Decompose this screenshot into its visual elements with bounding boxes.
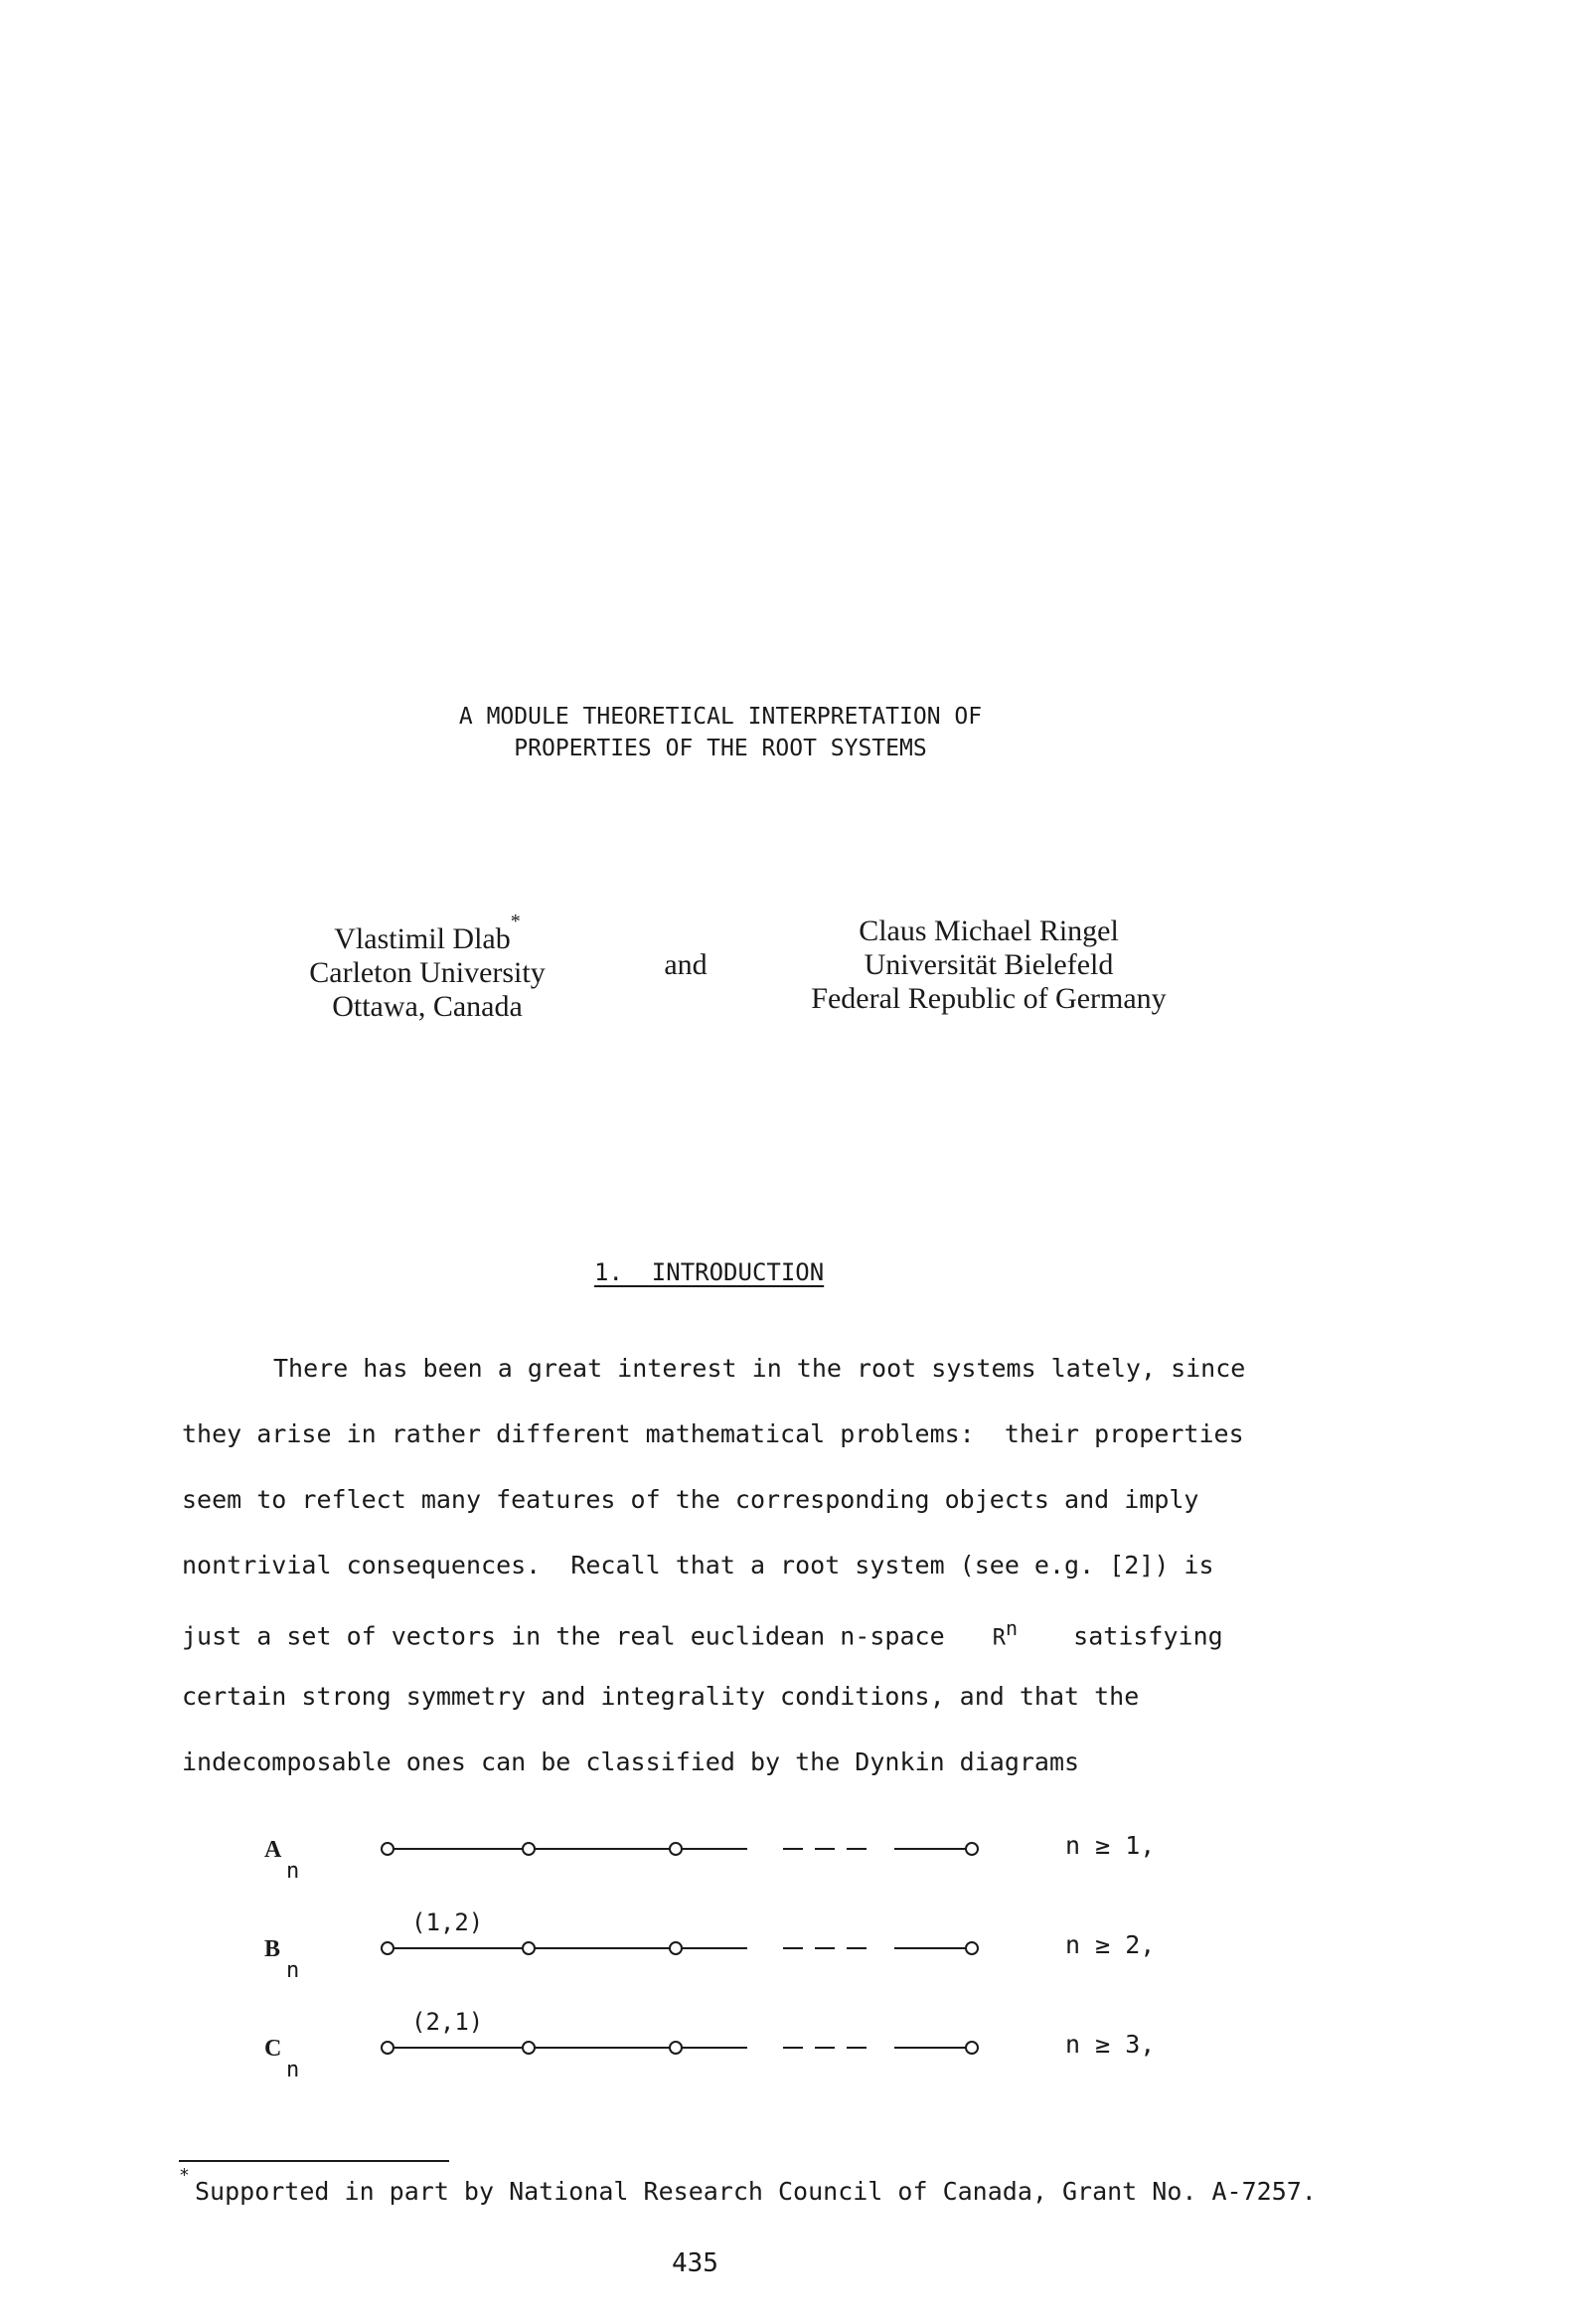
paragraph-line-5-tail: satisfying <box>1073 1621 1223 1651</box>
diagram-a-condition: n ≥ 1, <box>1065 1831 1156 1860</box>
paragraph-line-3: seem to reflect many features of the corresponding objects and imply <box>182 1485 1199 1514</box>
paragraph-line-6: certain strong symmetry and integrality conditions, and that the <box>182 1682 1140 1711</box>
paragraph-line-1: There has been a great interest in the root systems lately, since <box>273 1354 1246 1383</box>
diagram-a-node-2 <box>523 1843 535 1855</box>
diagram-c-condition: n ≥ 3, <box>1065 2030 1156 2059</box>
section-heading: 1. INTRODUCTION <box>594 1258 825 1286</box>
paragraph-line-5-text: just a set of vectors in the real euclidean n-space <box>182 1621 945 1651</box>
diagram-b-node-1 <box>382 1942 394 1954</box>
diagram-c-node-4 <box>966 2042 978 2054</box>
paragraph-line-4: nontrivial consequences. Recall that a root system (see e.g. [2]) is <box>182 1551 1214 1579</box>
diagram-b-node-4 <box>966 1942 978 1954</box>
diagram-c-edge-label: (2,1) <box>411 2008 484 2036</box>
diagram-b-symbol: B <box>264 1936 281 1962</box>
diagram-a-subscript: n <box>286 1859 300 1884</box>
footnote-rule <box>179 2160 449 2162</box>
paragraph-line-5 <box>182 1616 1223 1650</box>
author-left-affiliation: Carleton University <box>309 956 546 989</box>
diagram-a-symbol: A <box>264 1837 282 1863</box>
footnote-mark: * <box>179 2165 190 2186</box>
diagram-b-subscript: n <box>286 1958 300 1983</box>
author-right-affiliation: Universität Bielefeld <box>864 948 1114 981</box>
paragraph-line-2: they arise in rather different mathematical problems: their properties <box>182 1419 1244 1448</box>
author-right-block <box>765 914 1212 1016</box>
diagram-a-node-1 <box>382 1843 394 1855</box>
diagram-c-symbol: C <box>264 2036 282 2062</box>
diagram-b-node-2 <box>523 1942 535 1954</box>
author-right-location: Federal Republic of Germany <box>811 982 1167 1015</box>
diagram-c-node-1 <box>382 2042 394 2054</box>
author-left-block <box>248 911 606 1024</box>
footnote-text: Supported in part by National Research Council of Canada, Grant No. A-7257. <box>195 2177 1317 2206</box>
diagram-a-node-4 <box>966 1843 978 1855</box>
author-left-name-line <box>248 911 606 956</box>
diagram-a-node-3 <box>670 1843 682 1855</box>
authors-conjunction: and <box>664 948 708 981</box>
author-left-footnote-mark: * <box>510 911 521 932</box>
diagram-b-condition: n ≥ 2, <box>1065 1930 1156 1959</box>
author-left-location: Ottawa, Canada <box>332 990 523 1023</box>
diagram-c-node-3 <box>670 2042 682 2054</box>
author-left-name: Vlastimil Dlab <box>334 922 511 955</box>
diagram-c-subscript: n <box>286 2058 300 2082</box>
space-symbol: R <box>992 1625 1006 1651</box>
diagram-c-node-2 <box>523 2042 535 2054</box>
space-exponent: n <box>1006 1616 1019 1640</box>
paper-title-line-1: A MODULE THEORETICAL INTERPRETATION OF <box>458 704 983 730</box>
author-right-name: Claus Michael Ringel <box>859 914 1119 947</box>
dynkin-diagrams <box>258 1819 1252 2087</box>
page-number: 435 <box>672 2248 718 2278</box>
paper-title-line-2: PROPERTIES OF THE ROOT SYSTEMS <box>514 736 927 761</box>
paragraph-line-7: indecomposable ones can be classified by the Dynkin diagrams <box>182 1747 1080 1776</box>
diagram-b-node-3 <box>670 1942 682 1954</box>
diagram-b-edge-label: (1,2) <box>411 1909 484 1936</box>
